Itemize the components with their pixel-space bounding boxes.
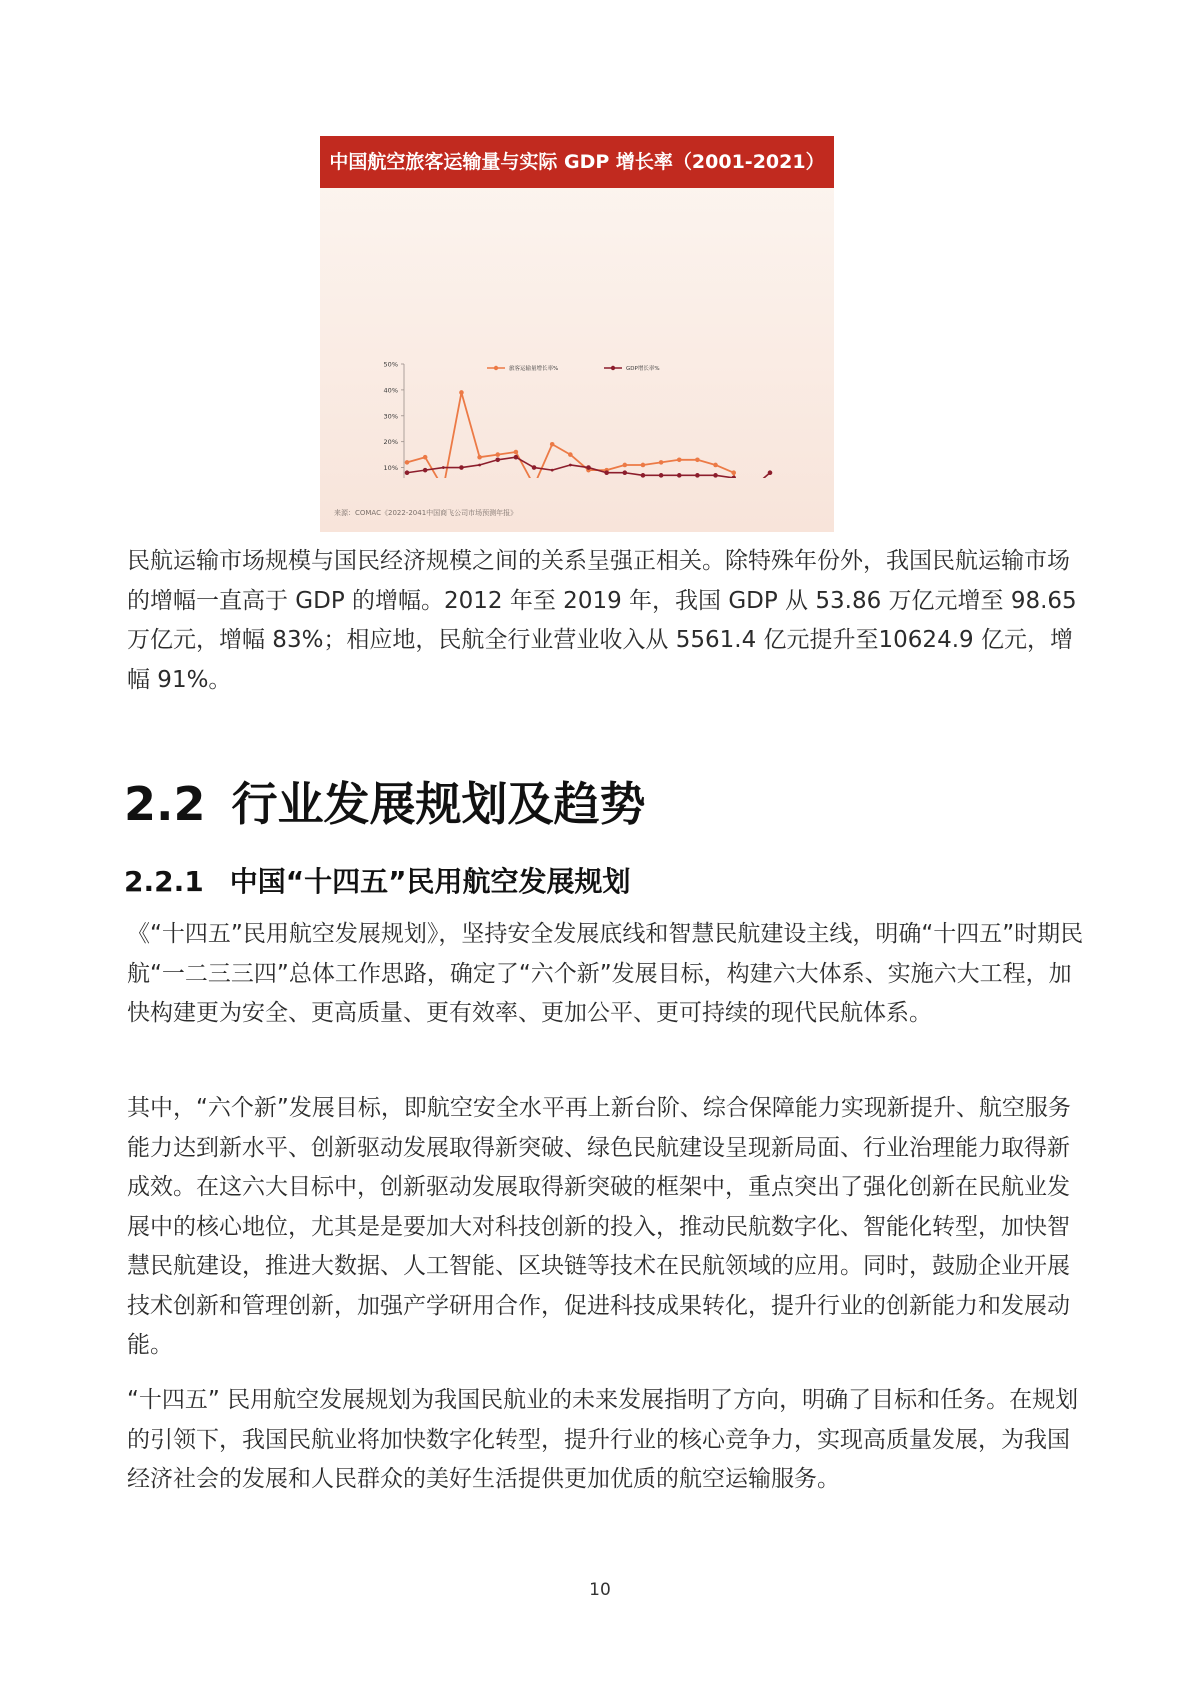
gdp-growth-point: [731, 476, 736, 478]
gdp-growth-point: [604, 470, 609, 475]
section-number: 2.2: [124, 777, 206, 831]
y-tick-label: 10%: [383, 464, 398, 473]
gdp-growth-point: [641, 473, 646, 478]
gdp-growth-point: [659, 473, 664, 478]
line-chart: [320, 188, 834, 478]
gdp-growth-point: [405, 470, 410, 475]
passenger-growth-point: [731, 470, 736, 475]
passenger-growth-point: [514, 450, 519, 455]
paragraph-six-new-goals: 其中，“六个新”发展目标，即航空安全水平再上新台阶、综合保障能力实现新提升、航空服务能力达到新水平、创新驱动发展取得新突破、绿色民航建设呈现新局面、行业治理能力取得新成效。在这六大目标中，创新驱动发展取得新突破的框架中，重点突出了强化创新在民航业发展中的核心地位，尤其是是要加大对科技创新的投入，推动民航数字化、智能化转型，加快智慧民航建设，推进大数据、人工智能、区块链等技术在民航领域的应用。同时，鼓励企业开展技术创新和管理创新，加强产学研用合作，促进科技成果转化，提升行业的创新能力和发展动能。: [127, 1095, 1071, 1358]
chart-title: 中国航空旅客运输量与实际 GDP 增长率（2001-2021）: [320, 136, 834, 188]
gdp-growth-point: [442, 466, 445, 469]
passenger-growth-point: [641, 463, 646, 468]
subsection-title: 中国“十四五”民用航空发展规划: [229, 865, 631, 898]
passenger-growth-point: [713, 463, 718, 468]
passenger-growth-point: [623, 463, 628, 468]
gdp-growth-point: [768, 470, 773, 475]
legend-label: GDP增长率%: [626, 366, 660, 373]
y-tick-label: 30%: [383, 412, 398, 421]
passenger-growth-point: [459, 390, 464, 395]
section-heading: [124, 774, 646, 834]
paragraph-market-gdp: 民航运输市场规模与国民经济规模之间的关系呈强正相关。除特殊年份外，我国民航运输市场的增幅一直高于 GDP 的增幅。2012 年至 2019 年，我国 GDP 从 53.86 万亿元增至 98.65 万亿元，增幅 83%；相应地，民航全行业营业收入从 5561.4 亿元提升至10624.9 亿元，增幅 91%。: [127, 548, 1077, 693]
y-tick-label: 40%: [383, 386, 398, 395]
gdp-growth-point: [514, 455, 519, 460]
gdp-growth-point: [677, 473, 682, 478]
gdp-growth-point: [569, 464, 572, 467]
passenger-growth-point: [677, 457, 682, 462]
gdp-growth-point: [423, 468, 428, 473]
y-tick-label: 20%: [383, 438, 398, 447]
y-tick-label: 50%: [383, 360, 398, 369]
passenger-growth-point: [405, 460, 410, 465]
passenger-growth-point: [423, 455, 428, 460]
subsection-number: 2.2.1: [124, 865, 204, 898]
legend-label: 旅客运输量增长率%: [509, 366, 559, 373]
passenger-growth-point: [477, 455, 482, 460]
passenger-growth-point: [568, 452, 573, 457]
gdp-growth-point: [623, 470, 628, 475]
gdp-growth-point: [695, 473, 700, 478]
gdp-growth-point: [478, 464, 481, 467]
subsection-heading: [124, 862, 631, 902]
passenger-growth-point: [495, 452, 500, 457]
passenger-growth-point: [550, 442, 555, 447]
gdp-growth-point: [495, 457, 500, 462]
section-title: 行业发展规划及趋势: [231, 777, 646, 831]
passenger-growth-point: [659, 460, 664, 465]
chart-figure: [320, 136, 834, 532]
gdp-growth-point: [551, 469, 554, 472]
chart-source: 来源：COMAC《2022-2041中国商飞公司市场预测年报》: [334, 509, 518, 517]
paragraph-plan-outlook: “十四五” 民用航空发展规划为我国民航业的未来发展指明了方向，明确了目标和任务。在规划的引领下，我国民航业将加快数字化转型，提升行业的核心竞争力，实现高质量发展，为我国经济社会的发展和人民群众的美好生活提供更加优质的航空运输服务。: [127, 1387, 1079, 1492]
legend-marker: [494, 366, 498, 370]
gdp-growth-point: [459, 465, 464, 470]
gdp-growth-point: [713, 473, 718, 478]
gdp-growth-point: [586, 465, 591, 470]
passenger-growth-point: [695, 457, 700, 462]
legend-marker: [611, 366, 615, 370]
page-number: 10: [589, 1580, 611, 1600]
gdp-growth-point: [532, 465, 537, 470]
paragraph-plan-overview: 《“十四五”民用航空发展规划》，坚持安全发展底线和智慧民航建设主线，明确“十四五”时期民航“一二三三四”总体工作思路，确定了“六个新”发展目标，构建六大体系、实施六大工程，加快构建更为安全、更高质量、更有效率、更加公平、更可持续的现代民航体系。: [127, 921, 1084, 1026]
